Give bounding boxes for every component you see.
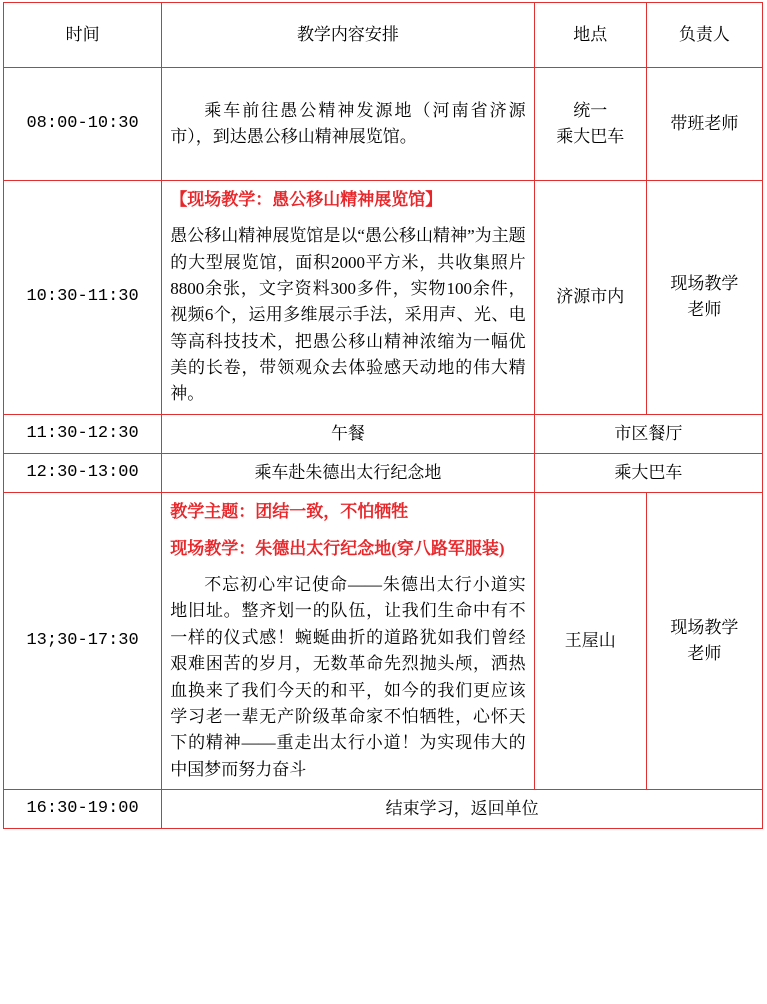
cell-content — [162, 181, 534, 415]
content-paragraph: 不忘初心牢记使命——朱德出太行小道实地旧址。整齐划一的队伍，让我们生命中有不一样的仪式感！蜿蜒曲折的道路犹如我们曾经艰难困苦的岁月，无数革命先烈抛头颅，洒热血换来了我们今天的和平，如今的我们更应该学习老一辈无产阶级革命家不怕牺牲，心怀天下的精神——重走出太行小道！为实现伟大的中国梦而努力奋斗 — [170, 575, 526, 779]
content-subheading: 现场教学：朱德出太行纪念地(穿八路军服装) — [170, 538, 505, 558]
cell-content: 乘车赴朱德出太行纪念地 — [162, 454, 534, 493]
cell-place-owner-merged: 市区餐厅 — [534, 414, 762, 453]
cell-content — [162, 68, 534, 181]
cell-place — [534, 68, 646, 181]
header-cell-time: 时间 — [4, 3, 162, 68]
place-line: 济源市内 — [556, 287, 625, 307]
cell-time: 08:00-10:30 — [4, 68, 162, 181]
cell-content: 午餐 — [162, 414, 534, 453]
table-row — [4, 68, 763, 181]
table-row — [4, 789, 763, 828]
header-cell-owner: 负责人 — [646, 3, 762, 68]
cell-owner — [646, 181, 762, 415]
owner-line: 现场教学 — [670, 274, 739, 294]
place-line: 统一 — [573, 100, 608, 120]
table-row — [4, 414, 763, 453]
owner-line: 带班老师 — [670, 113, 739, 133]
table-header — [4, 3, 763, 68]
cell-place — [534, 493, 646, 789]
content-paragraph: 愚公移山精神展览馆是以“愚公移山精神”为主题的大型展览馆，面积2000平方米，共收集照片8800余张，文字资料300多件，实物100余件，视频6个，运用多维展示手法，采用声、光、电等高科技技术，把愚公移山精神浓缩为一幅优美的长卷，带领观众去体验感天动地的伟大精神。 — [170, 226, 526, 404]
cell-time: 16:30-19:00 — [4, 789, 162, 828]
content-paragraph: 乘车前往愚公精神发源地（河南省济源市），到达愚公移山精神展览馆。 — [170, 100, 526, 146]
table-row — [4, 181, 763, 415]
cell-place-owner-merged: 乘大巴车 — [534, 454, 762, 493]
cell-place — [534, 181, 646, 415]
cell-time: 12:30-13:00 — [4, 454, 162, 493]
cell-time: 11:30-12:30 — [4, 414, 162, 453]
owner-line: 老师 — [687, 300, 722, 320]
table-header-row — [4, 3, 763, 68]
place-line: 乘大巴车 — [556, 127, 625, 146]
header-cell-content: 教学内容安排 — [162, 3, 534, 68]
content-heading: 【现场教学：愚公移山精神展览馆】 — [170, 190, 443, 209]
table-body — [4, 68, 763, 829]
schedule-table — [3, 2, 763, 829]
cell-owner — [646, 493, 762, 789]
table-row — [4, 493, 763, 789]
cell-time: 13;30-17:30 — [4, 493, 162, 789]
cell-content-merged: 结束学习，返回单位 — [162, 789, 763, 828]
owner-line: 老师 — [687, 644, 722, 664]
header-cell-place: 地点 — [534, 3, 646, 68]
place-line: 王屋山 — [564, 630, 616, 650]
owner-line: 现场教学 — [670, 617, 739, 637]
cell-owner — [646, 68, 762, 181]
cell-content — [162, 493, 534, 789]
cell-time: 10:30-11:30 — [4, 181, 162, 415]
table-row — [4, 454, 763, 493]
content-heading: 教学主题：团结一致，不怕牺牲 — [170, 502, 409, 522]
